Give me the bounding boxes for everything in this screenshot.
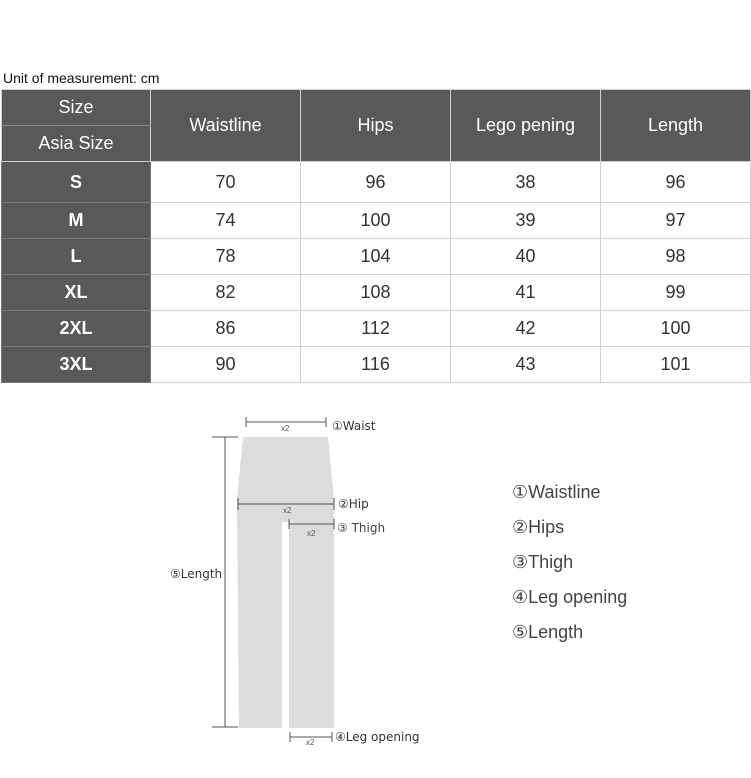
leg-opening-cell: 43 [451,347,601,383]
legend-text: Thigh [528,552,574,572]
header-leg-opening: Lego pening [451,90,601,162]
legend-number: ⑤ [512,622,529,643]
header-length: Length [601,90,751,162]
legend-item [512,585,627,620]
waist-label: ①Waist [332,419,376,433]
waistline-cell: 82 [151,275,301,311]
table-row [2,239,751,275]
table-row [2,203,751,239]
hip-x2-label: x2 [283,506,292,515]
unit-label: Unit of measurement: cm [3,70,160,86]
legend-item [512,515,627,550]
legend-text: Hips [528,517,565,537]
length-measure-line [212,437,238,727]
legend-item [512,620,627,655]
leg-opening-label: ④Leg opening [335,730,420,744]
header-asia-size: Asia Size [2,126,151,162]
size-label: M [2,203,151,239]
legend-text: Waistline [528,482,601,502]
hip-label: ②Hip [338,497,369,511]
pants-measurement-diagram [0,400,751,778]
waist-x2-label: x2 [281,424,290,433]
hips-cell: 108 [301,275,451,311]
leg-opening-x2-label: x2 [306,738,315,747]
length-cell: 99 [601,275,751,311]
leg-opening-cell: 38 [451,162,601,203]
leg-opening-cell: 39 [451,203,601,239]
length-cell: 96 [601,162,751,203]
measurement-legend [512,480,627,655]
table-row [2,162,751,203]
waistline-cell: 86 [151,311,301,347]
table-row [2,275,751,311]
size-label: 2XL [2,311,151,347]
leg-opening-cell: 42 [451,311,601,347]
hips-cell: 96 [301,162,451,203]
legend-number: ① [512,482,529,503]
size-label: 3XL [2,347,151,383]
legend-item [512,480,627,515]
size-chart-table [1,89,751,383]
legend-text: Length [528,622,584,642]
header-size: Size [2,90,151,126]
hips-cell: 100 [301,203,451,239]
length-cell: 101 [601,347,751,383]
legend-number: ③ [512,552,529,573]
waistline-cell: 78 [151,239,301,275]
length-cell: 98 [601,239,751,275]
legend-number: ④ [512,587,529,608]
table-row [2,347,751,383]
hips-cell: 116 [301,347,451,383]
table-row [2,311,751,347]
hips-cell: 112 [301,311,451,347]
waistline-cell: 90 [151,347,301,383]
thigh-x2-label: x2 [307,529,316,538]
length-cell: 97 [601,203,751,239]
hips-cell: 104 [301,239,451,275]
header-waistline: Waistline [151,90,301,162]
thigh-label: ③ Thigh [337,521,386,535]
legend-text: Leg opening [528,587,628,607]
header-hips: Hips [301,90,451,162]
size-label: XL [2,275,151,311]
leg-opening-cell: 40 [451,239,601,275]
length-label: ⑤Length [170,567,223,581]
size-label: L [2,239,151,275]
size-label: S [2,162,151,203]
leg-opening-cell: 41 [451,275,601,311]
length-cell: 100 [601,311,751,347]
legend-item [512,550,627,585]
pants-illustration [237,437,334,728]
waistline-cell: 74 [151,203,301,239]
legend-number: ② [512,517,529,538]
waistline-cell: 70 [151,162,301,203]
